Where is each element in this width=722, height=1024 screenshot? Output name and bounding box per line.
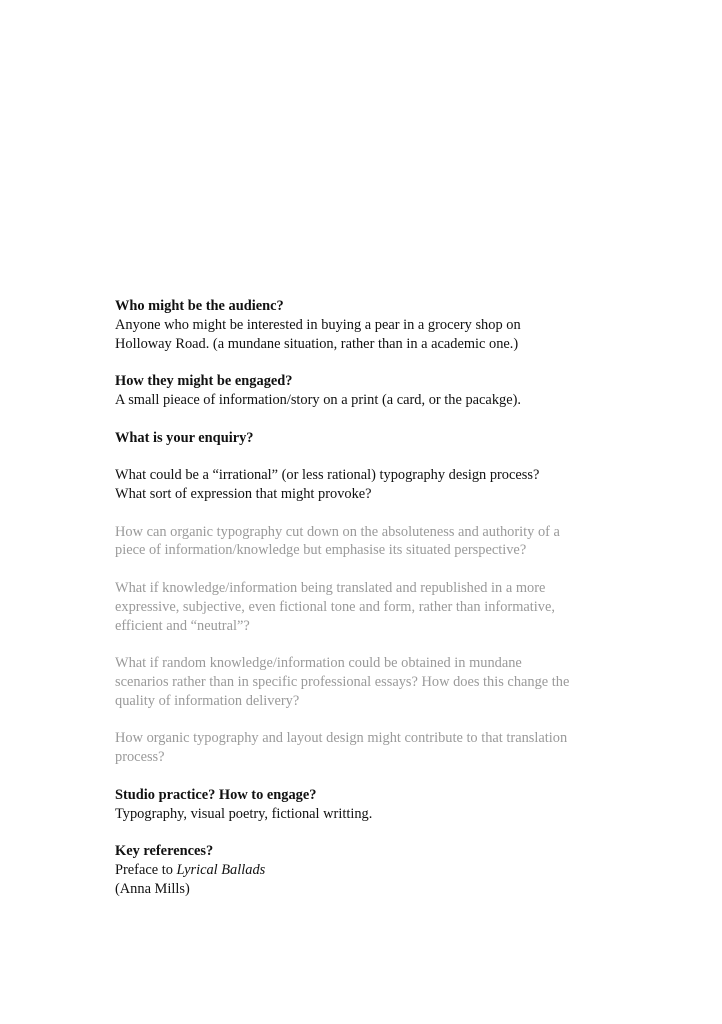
muted-question-3-line-1: What if random knowledge/information could be obtained in mundane bbox=[115, 655, 522, 672]
spacer bbox=[115, 504, 615, 523]
references-heading: Key references? bbox=[115, 843, 214, 860]
enquiry-question-line-2: What sort of expression that might provoke? bbox=[115, 485, 372, 502]
muted-question-3-line-2: scenarios rather than in specific professional essays? How does this change the bbox=[115, 673, 570, 690]
document-body bbox=[115, 297, 615, 899]
enquiry-question-line-1: What could be a “irrational” (or less rational) typography design process? bbox=[115, 467, 540, 484]
studio-text-line-1: Typography, visual poetry, fictional writting. bbox=[115, 805, 373, 822]
audience-heading: Who might be the audienc? bbox=[115, 298, 284, 314]
enquiry-heading: What is your enquiry? bbox=[115, 429, 254, 446]
muted-question-2-line-1: What if knowledge/information being translated and republished in a more bbox=[115, 579, 546, 596]
reference-preface-prefix: Preface to bbox=[115, 861, 177, 878]
spacer bbox=[115, 767, 615, 786]
studio-heading: Studio practice? How to engage? bbox=[115, 786, 317, 803]
muted-question-3-line-3: quality of information delivery? bbox=[115, 692, 300, 709]
muted-question-4-line-2: process? bbox=[115, 749, 165, 766]
spacer bbox=[115, 711, 615, 730]
muted-question-2-line-3: efficient and “neutral”? bbox=[115, 617, 250, 634]
spacer bbox=[115, 353, 615, 372]
spacer bbox=[115, 410, 615, 429]
muted-question-1-line-1: How can organic typography cut down on the absoluteness and authority of a bbox=[115, 523, 560, 540]
audience-text-line-1: Anyone who might be interested in buying a pear in a grocery shop on bbox=[115, 316, 521, 333]
audience-text-line-2: Holloway Road. (a mundane situation, rather than in a academic one.) bbox=[115, 335, 519, 352]
reference-preface-title: Lyrical Ballads bbox=[176, 861, 266, 878]
reference-preface bbox=[115, 861, 615, 880]
spacer bbox=[115, 823, 615, 842]
muted-question-2-line-2: expressive, subjective, even fictional tone and form, rather than informative, bbox=[115, 598, 555, 615]
engaged-heading: How they might be engaged? bbox=[115, 373, 293, 390]
spacer bbox=[115, 635, 615, 654]
engaged-text-line-1: A small pieace of information/story on a print (a card, or the pacakge). bbox=[115, 391, 521, 408]
muted-question-4-line-1: How organic typography and layout design might contribute to that translation bbox=[115, 730, 568, 747]
spacer bbox=[115, 447, 615, 466]
reference-author: (Anna Mills) bbox=[115, 880, 190, 897]
spacer bbox=[115, 560, 615, 579]
muted-question-1-line-2: piece of information/knowledge but emphasise its situated perspective? bbox=[115, 542, 527, 559]
